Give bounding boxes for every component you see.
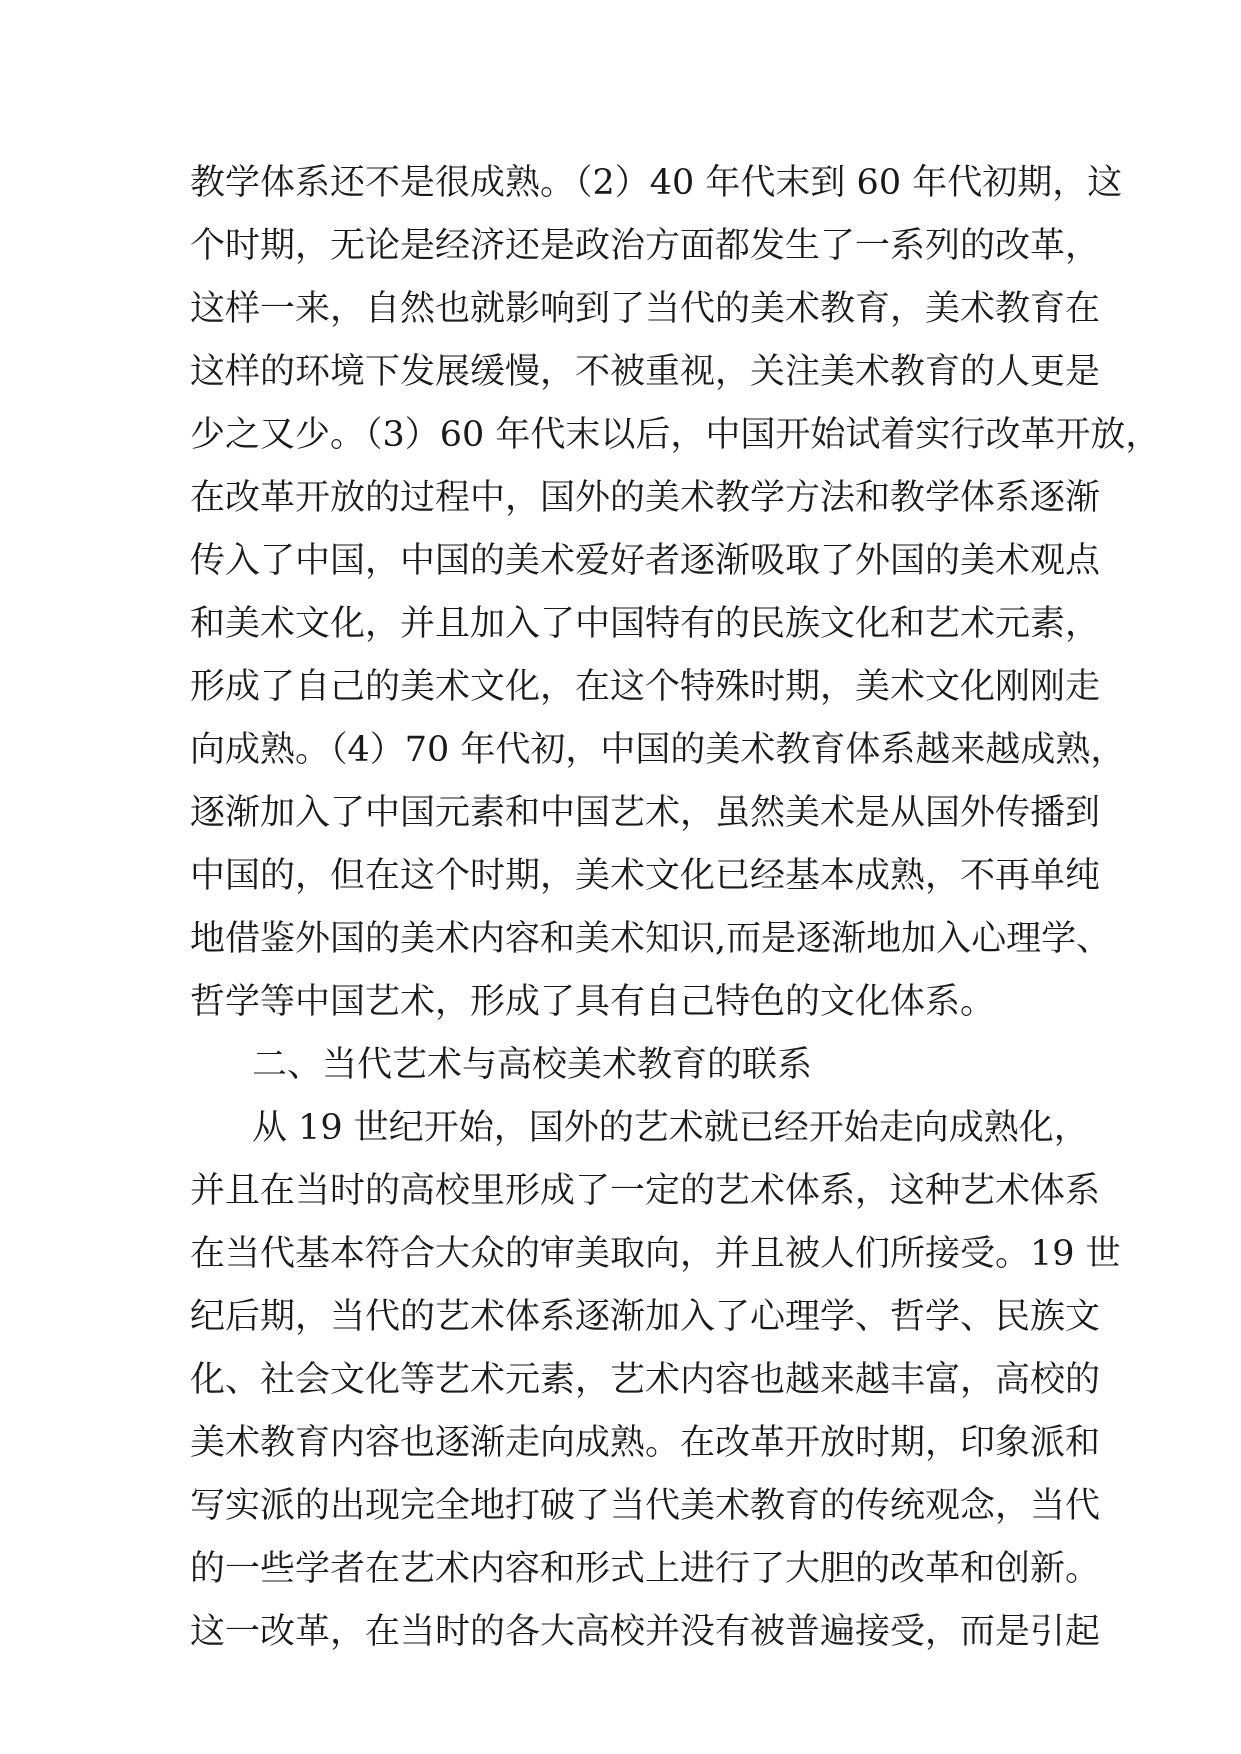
text-line: 写实派的出现完全地打破了当代美术教育的传统观念，当代 (190, 1486, 1101, 1526)
text-line: 这一改革，在当时的各大高校并没有被普遍接受，而是引起 (190, 1612, 1101, 1652)
text-line: 向成熟。（4）70 年代初，中国的美术教育体系越来越成熟， (190, 730, 1126, 770)
text-line: 形成了自己的美术文化，在这个特殊时期，美术文化刚刚走 (190, 667, 1101, 707)
text-line: 和美术文化，并且加入了中国特有的民族文化和艺术元素， (190, 604, 1101, 644)
text-line: 这样的环境下发展缓慢，不被重视，关注美术教育的人更是 (190, 352, 1101, 392)
body-text (190, 152, 1161, 1664)
text-line: 少之又少。（3）60 年代末以后，中国开始试着实行改革开放， (190, 415, 1161, 455)
text-line: 教学体系还不是很成熟。（2）40 年代末到 60 年代初期，这 (190, 163, 1123, 203)
text-line: 的一些学者在艺术内容和形式上进行了大胆的改革和创新。 (190, 1549, 1101, 1589)
text-line: 中国的，但在这个时期，美术文化已经基本成熟，不再单纯 (190, 856, 1101, 896)
text-line: 在改革开放的过程中，国外的美术教学方法和教学体系逐渐 (190, 478, 1101, 518)
text-line: 哲学等中国艺术，形成了具有自己特色的文化体系。 (190, 982, 996, 1022)
text-line: 地借鉴外国的美术内容和美术知识,而是逐渐地加入心理学、 (190, 919, 1112, 959)
text-line: 纪后期，当代的艺术体系逐渐加入了心理学、哲学、民族文 (190, 1297, 1101, 1337)
text-line: 逐渐加入了中国元素和中国艺术，虽然美术是从国外传播到 (190, 793, 1101, 833)
text-line: 并且在当时的高校里形成了一定的艺术体系，这种艺术体系 (190, 1171, 1101, 1211)
section-heading: 二、当代艺术与高校美术教育的联系 (252, 1045, 813, 1085)
text-line: 美术教育内容也逐渐走向成熟。在改革开放时期，印象派和 (190, 1423, 1101, 1463)
text-line: 传入了中国，中国的美术爱好者逐渐吸取了外国的美术观点 (190, 541, 1101, 581)
text-line: 个时期，无论是经济还是政治方面都发生了一系列的改革， (190, 226, 1101, 266)
text-line: 从 19 世纪开始，国外的艺术就已经开始走向成熟化， (252, 1108, 1089, 1148)
text-line: 这样一来，自然也就影响到了当代的美术教育，美术教育在 (190, 289, 1101, 329)
text-line: 化、社会文化等艺术元素，艺术内容也越来越丰富，高校的 (190, 1360, 1101, 1400)
text-line: 在当代基本符合大众的审美取向，并且被人们所接受。19 世 (190, 1234, 1121, 1274)
